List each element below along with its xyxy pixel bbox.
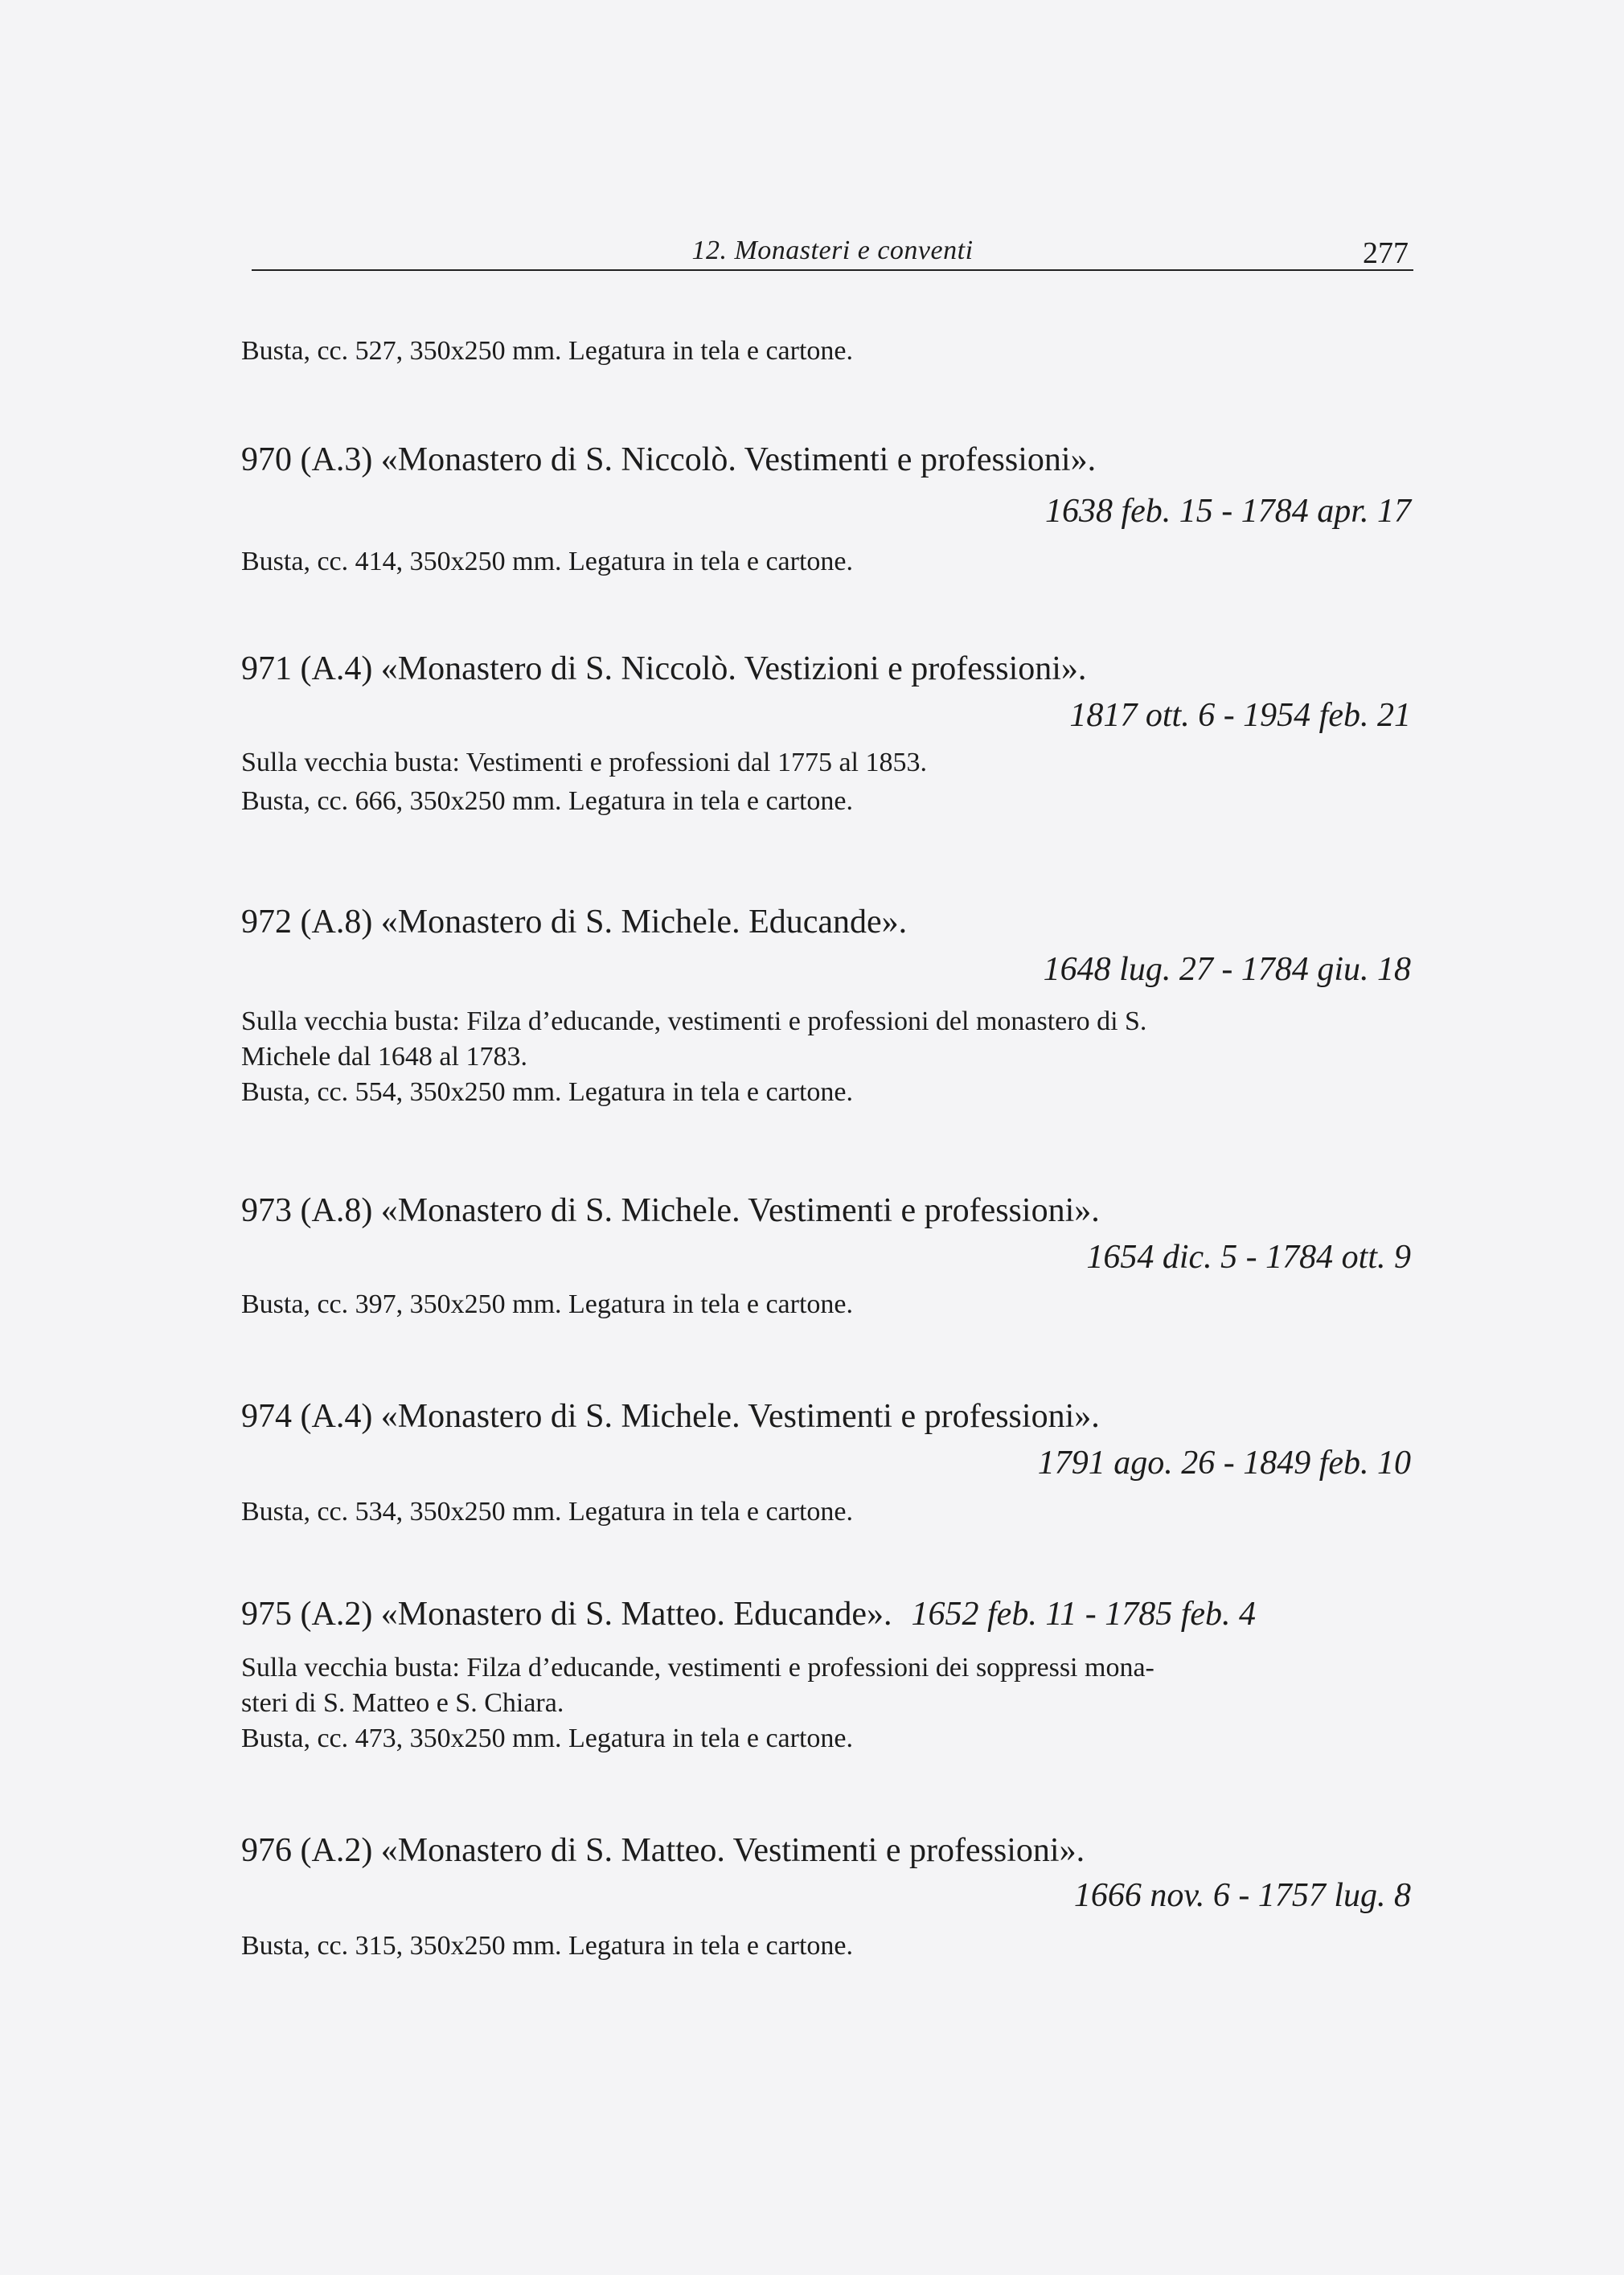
entry-heading: 970 (A.3) «Monastero di S. Niccolò. Vestimenti e professioni». [241, 441, 1097, 478]
page-number: 277 [1363, 236, 1409, 270]
entry-note: Sulla vecchia busta: Filza d’educande, vestimenti e professioni dei soppressi mona- [241, 1653, 1154, 1683]
entry-heading: 973 (A.8) «Monastero di S. Michele. Vestimenti e professioni». [241, 1192, 1100, 1229]
entry-note: Michele dal 1648 al 1783. [241, 1042, 527, 1072]
entry-heading: 972 (A.8) «Monastero di S. Michele. Educande». [241, 904, 908, 941]
entry-dates: 1654 dic. 5 - 1784 ott. 9 [1086, 1239, 1411, 1276]
entry-note: Busta, cc. 414, 350x250 mm. Legatura in tela e cartone. [241, 547, 853, 576]
entry-note: Busta, cc. 315, 350x250 mm. Legatura in tela e cartone. [241, 1931, 853, 1961]
entry-note: Sulla vecchia busta: Filza d’educande, vestimenti e professioni del monastero di S. [241, 1006, 1147, 1036]
entry-note: Busta, cc. 554, 350x250 mm. Legatura in tela e cartone. [241, 1077, 853, 1107]
entry-dates: 1652 feb. 11 - 1785 feb. 4 [911, 1596, 1257, 1633]
entry-heading: 976 (A.2) «Monastero di S. Matteo. Vestimenti e professioni». [241, 1832, 1085, 1869]
entry-dates: 1666 nov. 6 - 1757 lug. 8 [1073, 1877, 1411, 1914]
entry-heading-row [241, 1595, 1256, 1633]
entry-dates: 1817 ott. 6 - 1954 feb. 21 [1069, 697, 1411, 734]
entry-heading: 971 (A.4) «Monastero di S. Niccolò. Vestizioni e professioni». [241, 650, 1087, 687]
entry-note: steri di S. Matteo e S. Chiara. [241, 1688, 564, 1718]
entry-note: Busta, cc. 534, 350x250 mm. Legatura in tela e cartone. [241, 1497, 853, 1527]
entry-note: Sulla vecchia busta: Vestimenti e professioni dal 1775 al 1853. [241, 748, 927, 777]
entry-heading: 974 (A.4) «Monastero di S. Michele. Vestimenti e professioni». [241, 1398, 1100, 1435]
entry-note: Busta, cc. 666, 350x250 mm. Legatura in tela e cartone. [241, 786, 853, 816]
entry-dates: 1648 lug. 27 - 1784 giu. 18 [1043, 951, 1411, 988]
running-header [252, 228, 1413, 271]
intro-note: Busta, cc. 527, 350x250 mm. Legatura in tela e cartone. [241, 336, 853, 366]
entry-heading: 975 (A.2) «Monastero di S. Matteo. Educande». [241, 1596, 892, 1633]
entry-dates: 1791 ago. 26 - 1849 feb. 10 [1037, 1445, 1411, 1482]
entry-note: Busta, cc. 397, 350x250 mm. Legatura in tela e cartone. [241, 1289, 853, 1319]
entry-note: Busta, cc. 473, 350x250 mm. Legatura in tela e cartone. [241, 1724, 853, 1753]
section-title: 12. Monasteri e conventi [691, 236, 974, 265]
entry-dates: 1638 feb. 15 - 1784 apr. 17 [1045, 493, 1411, 530]
